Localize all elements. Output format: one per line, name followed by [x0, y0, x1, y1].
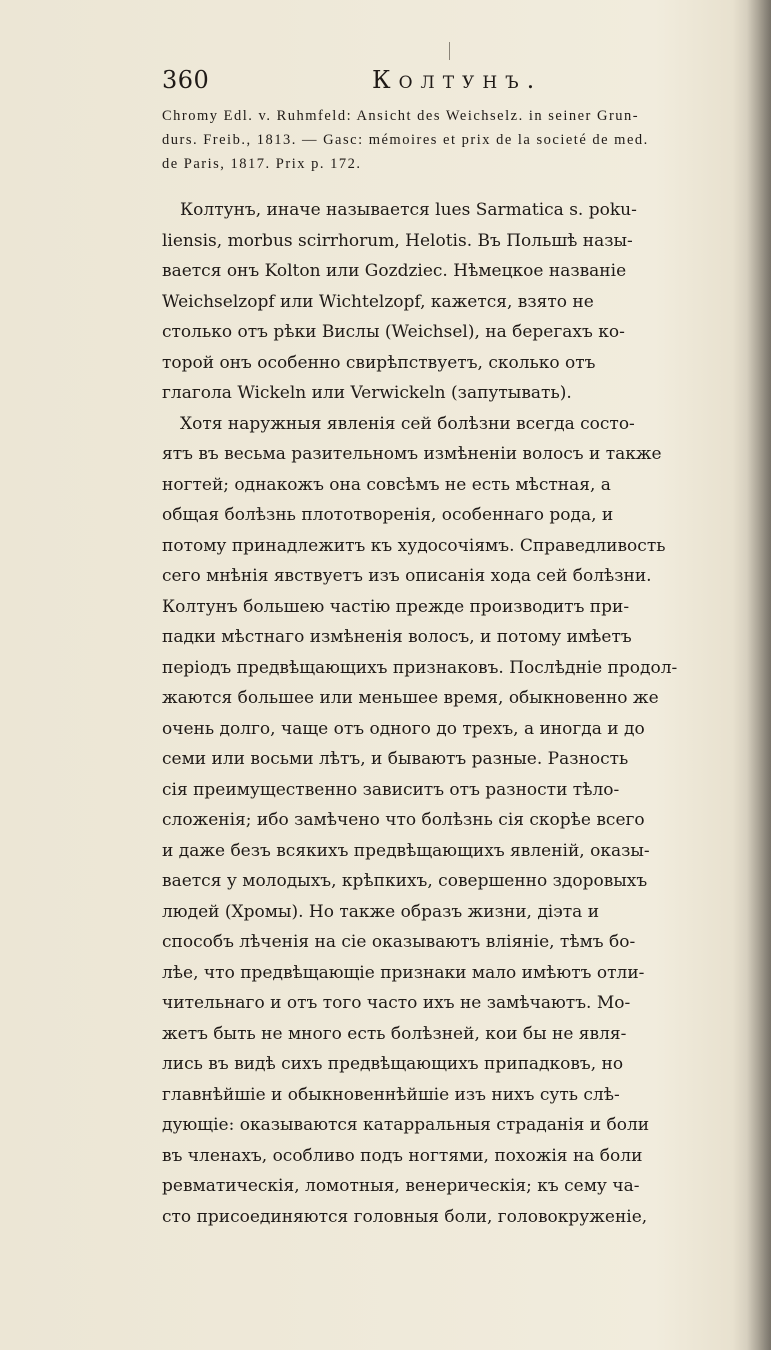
- reference-line: de Paris, 1817. Prix p. 172.: [162, 156, 362, 172]
- body-line: потому принадлежитъ къ худосочіямъ. Справедливость: [162, 535, 666, 556]
- body-line: жетъ быть не много есть болѣзней, кои бы не явля-: [162, 1023, 627, 1044]
- body-line: сто присоединяются головныя боли, головокруженіе,: [162, 1206, 648, 1227]
- body-text: [162, 195, 771, 1232]
- body-line: въ членахъ, особливо подъ ногтями, похожія на боли: [162, 1145, 643, 1166]
- body-line: глагола Wickeln или Verwickeln (запутывать).: [162, 383, 572, 403]
- body-line: ятъ въ весьма разительномъ измѣненіи волосъ и также: [162, 444, 662, 464]
- body-line: періодъ предвѣщающихъ признаковъ. Послѣдніе продол-: [162, 657, 678, 678]
- body-line: лѣе, что предвѣщающіе признаки мало имѣютъ отли-: [162, 962, 645, 983]
- reference-line: Chromy Edl. v. Ruhmfeld: Ansicht des Weichselz. in seiner Grun-: [162, 108, 640, 124]
- body-line: ногтей; однакожъ она совсѣмъ не есть мѣстная, а: [162, 474, 611, 495]
- body-line: людей (Хромы). Но также образъ жизни, діэта и: [162, 901, 600, 922]
- body-line: жаются большее или меньшее время, обыкновенно же: [162, 688, 659, 708]
- body-line: Хотя наружныя явленія сей болѣзни всегда состо-: [180, 413, 635, 434]
- page-number: 360: [162, 66, 210, 94]
- body-line: liensis, morbus scirrhorum, Helotis. Въ Польшѣ назы-: [162, 230, 633, 251]
- body-line: и даже безъ всякихъ предвѣщающихъ явленій, оказы-: [162, 840, 650, 861]
- body-line: сего мнѣнія явствуетъ изъ описанія хода сей болѣзни.: [162, 566, 652, 586]
- body-line: сложенія; ибо замѣчено что болѣзнь сія скорѣе всего: [162, 810, 645, 830]
- body-line: общая болѣзнь плототворенія, особеннаго рода, и: [162, 505, 614, 525]
- body-line: сія преимущественно зависитъ отъ разности тѣло-: [162, 779, 620, 800]
- body-line: главнѣйшіе и обыкновеннѣйшіе изъ нихъ суть слѣ-: [162, 1084, 620, 1105]
- body-line: Колтунъ, иначе называется lues Sarmatica s. poku-: [180, 200, 637, 220]
- body-line: очень долго, чаще отъ одного до трехъ, а иногда и до: [162, 718, 645, 739]
- body-line: торой онъ особенно свирѣпствуетъ, сколько отъ: [162, 352, 596, 373]
- references-block: [162, 104, 771, 176]
- body-line: Weichselzopf или Wichtelzopf, кажется, взято не: [162, 291, 594, 312]
- body-line: семи или восьми лѣтъ, и бываютъ разные. Разность: [162, 749, 629, 769]
- top-margin-mark: [449, 42, 450, 60]
- body-line: лись въ видѣ сихъ предвѣщающихъ припадковъ, но: [162, 1054, 624, 1074]
- body-line: вается онъ Kolton или Gozdziec. Нѣмецкое названіе: [162, 261, 627, 281]
- body-line: столько отъ рѣки Вислы (Weichsel), на берегахъ ко-: [162, 322, 625, 342]
- body-line: вается у молодыхъ, крѣпкихъ, совершенно здоровыхъ: [162, 871, 648, 891]
- body-line: ревматическія, ломотныя, венерическія; къ сему ча-: [162, 1176, 640, 1196]
- body-line: падки мѣстнаго измѣненія волосъ, и потому имѣетъ: [162, 627, 632, 647]
- body-line: способъ лѣченія на сіе оказываютъ вліяніе, тѣмъ бо-: [162, 932, 636, 952]
- reference-line: durs. Freib., 1813. — Gasc: mémoires et prix de la societé de med.: [162, 132, 649, 148]
- running-title: Колтунъ.: [372, 66, 543, 94]
- page-header: [162, 66, 742, 96]
- body-line: Колтунъ большею частію прежде производитъ при-: [162, 596, 630, 617]
- body-line: дующіе: оказываются катарральныя страданія и боли: [162, 1115, 650, 1135]
- body-line: чительнаго и отъ того часто ихъ не замѣчаютъ. Мо-: [162, 993, 631, 1013]
